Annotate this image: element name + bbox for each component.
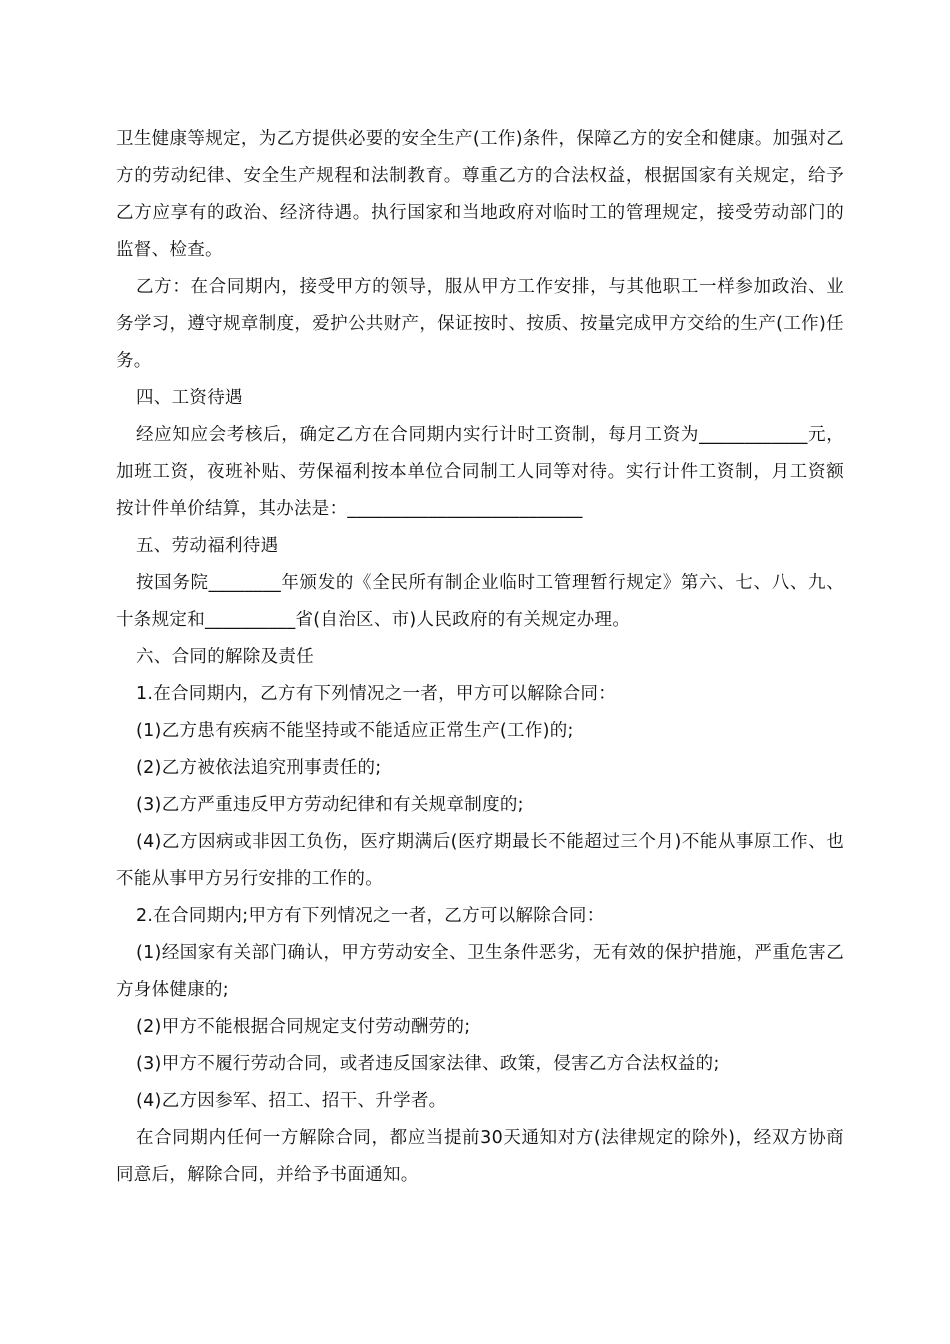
paragraph-notice-period: 在合同期内任何一方解除合同，都应当提前30天通知对方(法律规定的除外)，经双方协商同意后，解除合同，并给予书面通知。 (116, 1128, 844, 1185)
section-heading-benefits: 五、劳动福利待遇 (136, 536, 279, 556)
list-item: (1)乙方患有疾病不能坚持或不能适应正常生产(工作)的; (136, 721, 574, 741)
list-item: (2)乙方被依法追究刑事责任的; (136, 758, 382, 778)
list-item: (4)乙方因病或非因工负伤，医疗期满后(医疗期最长不能超过三个月)不能从事原工作、也不能从事甲方另行安排的工作的。 (116, 832, 844, 889)
document-body (116, 121, 844, 1194)
clause-employer-termination: 1.在合同期内，乙方有下列情况之一者，甲方可以解除合同： (136, 684, 617, 704)
list-item: (1)经国家有关部门确认，甲方劳动安全、卫生条件恶劣，无有效的保护措施，严重危害乙方身体健康的; (116, 943, 844, 1000)
paragraph-benefits: 按国务院________年颁发的《全民所有制企业临时工管理暂行规定》第六、七、八、九、十条规定和__________省(自治区、市)人民政府的有关规定办理。 (116, 573, 844, 630)
list-item: (2)甲方不能根据合同规定支付劳动酬劳的; (136, 1017, 471, 1037)
paragraph-employer-duties: 卫生健康等规定，为乙方提供必要的安全生产(工作)条件，保障乙方的安全和健康。加强对乙方的劳动纪律、安全生产规程和法制教育。尊重乙方的合法权益，根据国家有关规定，给予乙方应享有的政治、经济待遇。执行国家和当地政府对临时工的管理规定，接受劳动部门的监督、检查。 (116, 129, 844, 260)
section-heading-termination: 六、合同的解除及责任 (136, 647, 314, 667)
clause-employee-termination: 2.在合同期内;甲方有下列情况之一者，乙方可以解除合同： (136, 906, 605, 926)
list-item: (3)甲方不履行劳动合同，或者违反国家法律、政策，侵害乙方合法权益的; (136, 1054, 720, 1074)
section-heading-wages: 四、工资待遇 (136, 388, 243, 408)
list-item: (4)乙方因参军、招工、招干、升学者。 (136, 1091, 447, 1111)
paragraph-wages: 经应知应会考核后，确定乙方在合同期内实行计时工资制，每月工资为____________元，加班工资，夜班补贴、劳保福利按本单位合同制工人同等对待。实行计件工资制，月工资额按计件单价结算，其办法是：__________________________ (116, 425, 844, 519)
list-item: (3)乙方严重违反甲方劳动纪律和有关规章制度的; (136, 795, 524, 815)
paragraph-employee-duties: 乙方：在合同期内，接受甲方的领导，服从甲方工作安排，与其他职工一样参加政治、业务学习，遵守规章制度，爱护公共财产，保证按时、按质、按量完成甲方交给的生产(工作)任务。 (116, 277, 844, 371)
